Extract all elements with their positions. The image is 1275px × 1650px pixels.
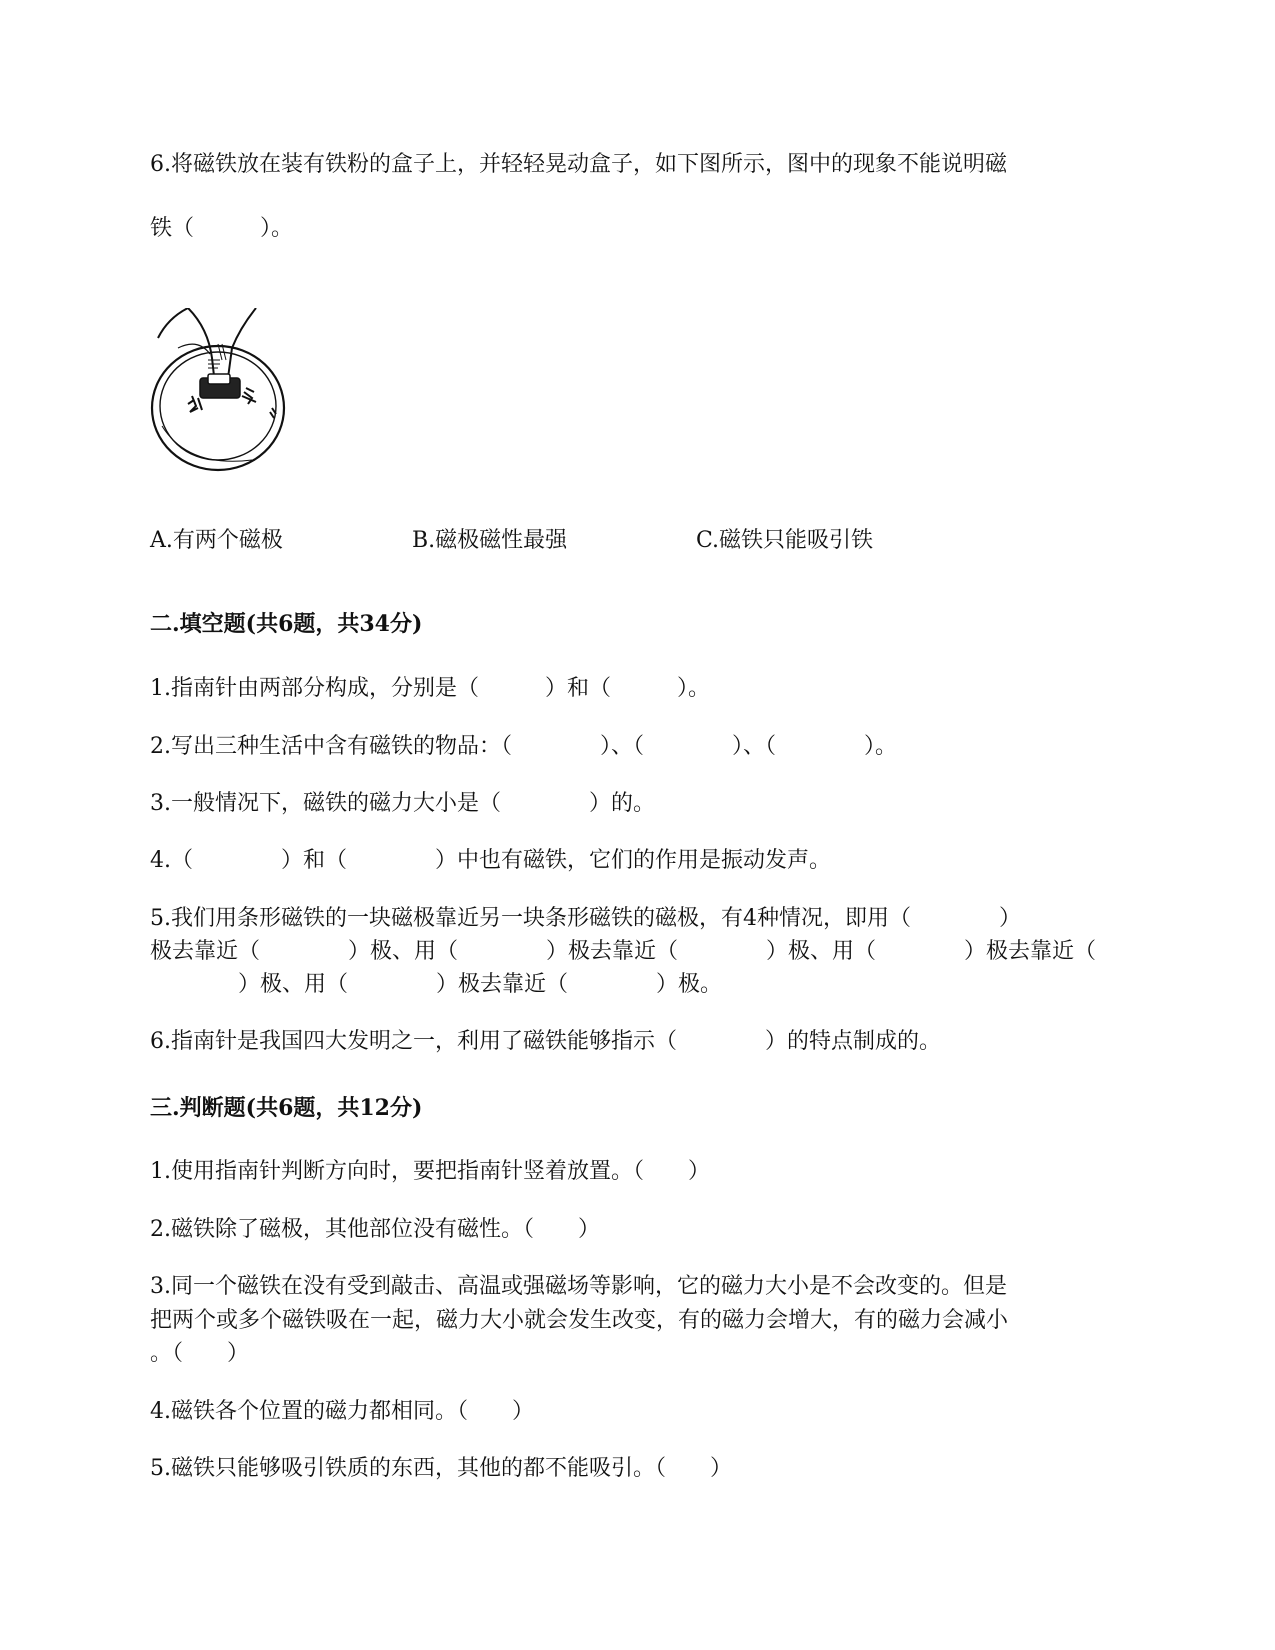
judge-question-3-line-2: 把两个或多个磁铁吸在一起，磁力大小就会发生改变，有的磁力会增大，有的磁力会减小	[150, 1308, 1009, 1333]
iron-filings-left	[188, 396, 202, 412]
judge-question-4: 4.磁铁各个位置的磁力都相同。（ ）	[150, 1399, 534, 1424]
option-a[interactable]: A.有两个磁极	[150, 528, 283, 553]
fill-question-5-line-2: 极去靠近（ ）极、用（ ）极去靠近（ ）极、用（ ）极去靠近（	[150, 939, 1097, 964]
fill-question-6: 6.指南针是我国四大发明之一，利用了磁铁能够指示（ ）的特点制成的。	[150, 1029, 941, 1054]
fill-question-2: 2.写出三种生活中含有磁铁的物品：（ ）、（ ）、（ ）。	[150, 734, 897, 759]
iron-filings-right	[242, 388, 256, 404]
fill-question-3: 3.一般情况下，磁铁的磁力大小是（ ）的。	[150, 791, 655, 816]
judge-question-2: 2.磁铁除了磁极，其他部位没有磁性。（ ）	[150, 1217, 600, 1242]
section-3-title: 三.判断题(共6题，共12分)	[150, 1095, 423, 1121]
hand-outline	[158, 308, 256, 382]
option-c[interactable]: C.磁铁只能吸引铁	[696, 528, 874, 553]
dish-outer-rim	[152, 346, 284, 470]
judge-question-5: 5.磁铁只能够吸引铁质的东西，其他的都不能吸引。（ ）	[150, 1456, 732, 1481]
fill-question-5-line-3: ）极、用（ ）极去靠近（ ）极。	[150, 972, 723, 997]
question-6-text-line-2: 铁（ ）。	[150, 216, 294, 241]
question-6-text-line-1: 6.将磁铁放在装有铁粉的盒子上，并轻轻晃动盒子，如下图所示，图中的现象不能说明磁	[150, 152, 1007, 177]
fill-question-1: 1.指南针由两部分构成，分别是（ ）和（ ）。	[150, 676, 710, 701]
magnet-dish-illustration	[148, 308, 298, 478]
judge-question-3-line-1: 3.同一个磁铁在没有受到敲击、高温或强磁场等影响，它的磁力大小是不会改变的。但是	[150, 1274, 1007, 1299]
judge-question-3-line-3: 。（ ）	[150, 1341, 250, 1366]
fill-question-5-line-1: 5.我们用条形磁铁的一块磁极靠近另一块条形磁铁的磁极，有4种情况，即用（ ）	[150, 906, 1021, 931]
fill-question-4: 4.（ ）和（ ）中也有磁铁，它们的作用是振动发声。	[150, 848, 831, 873]
option-b[interactable]: B.磁极磁性最强	[412, 528, 568, 553]
section-2-title: 二.填空题(共6题，共34分)	[150, 611, 423, 637]
judge-question-1: 1.使用指南针判断方向时，要把指南针竖着放置。（ ）	[150, 1159, 710, 1184]
question-6-options	[150, 523, 1050, 557]
